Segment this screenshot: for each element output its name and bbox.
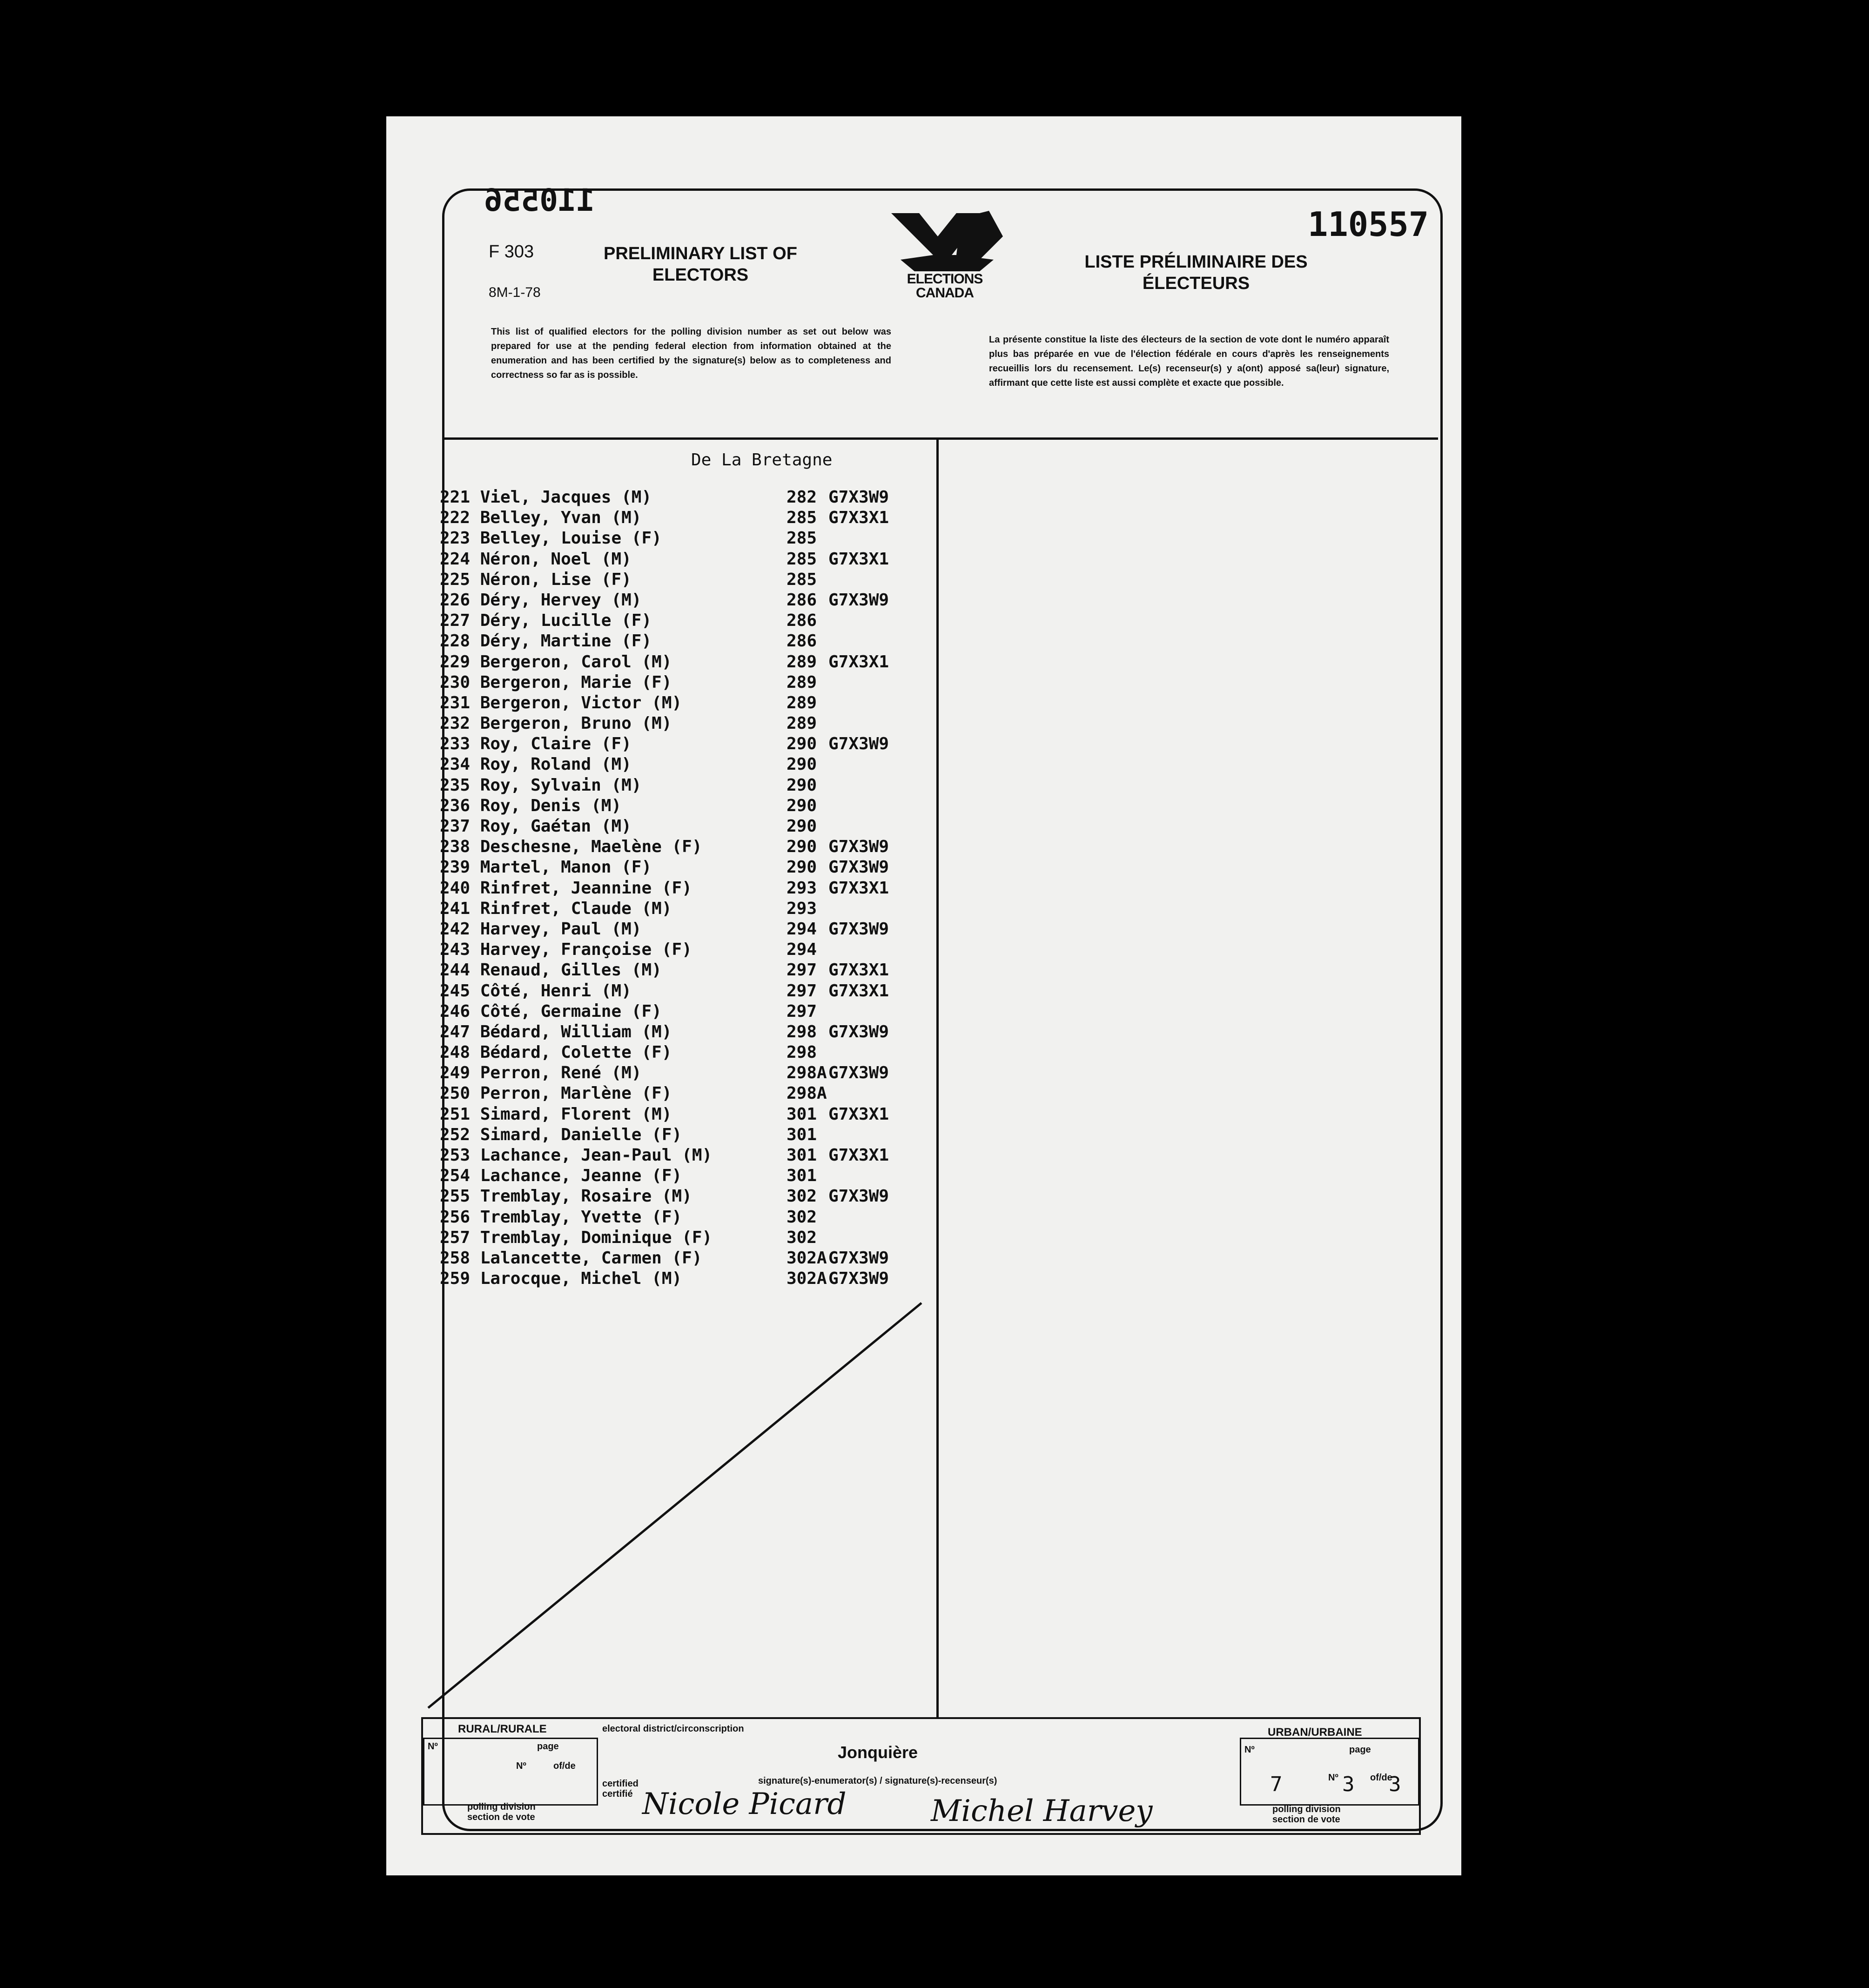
elector-postal-code: G7X3W9 — [828, 1269, 889, 1289]
form-revision: 8M-1-78 — [489, 285, 541, 300]
urban-page-label: page — [1349, 1745, 1371, 1755]
rural-box — [423, 1738, 598, 1806]
elector-name: 257 Tremblay, Dominique (F) — [440, 1228, 713, 1247]
page-number: 3 — [1342, 1773, 1355, 1796]
elector-name: 248 Bédard, Colette (F) — [440, 1043, 672, 1062]
elector-name: 250 Perron, Marlène (F) — [440, 1084, 672, 1103]
elector-name: 226 Déry, Hervey (M) — [440, 590, 642, 610]
elector-address: 282 — [787, 488, 817, 507]
urban-no-label: Nº — [1244, 1745, 1255, 1755]
elector-address: 298 — [787, 1022, 817, 1041]
elector-address: 297 — [787, 960, 817, 980]
elector-name: 240 Rinfret, Jeannine (F) — [440, 878, 692, 898]
elector-name: 258 Lalancette, Carmen (F) — [440, 1248, 702, 1268]
elector-name: 232 Bergeron, Bruno (M) — [440, 714, 672, 733]
elector-address: 301 — [787, 1104, 817, 1124]
elector-postal-code: G7X3X1 — [828, 981, 889, 1001]
page-of-number: 3 — [1389, 1773, 1401, 1796]
elector-postal-code: G7X3X1 — [828, 878, 889, 898]
rural-no-label: Nº — [428, 1741, 438, 1752]
elector-name: 223 Belley, Louise (F) — [440, 529, 662, 548]
elector-postal-code: G7X3W9 — [828, 858, 889, 877]
elector-address: 298 — [787, 1043, 817, 1062]
elector-address: 285 — [787, 508, 817, 528]
elector-address: 302A — [787, 1269, 827, 1289]
elector-postal-code: G7X3X1 — [828, 1104, 889, 1124]
rural-label: RURAL/RURALE — [458, 1723, 547, 1735]
title-english — [584, 243, 817, 286]
elector-name: 227 Déry, Lucille (F) — [440, 611, 652, 631]
signature-label: signature(s)-enumerator(s) / signature(s)-recenseur(s) — [758, 1776, 997, 1786]
elector-address: 290 — [787, 817, 817, 836]
elector-name: 225 Néron, Lise (F) — [440, 570, 632, 589]
elector-name: 256 Tremblay, Yvette (F) — [440, 1207, 682, 1227]
elector-address: 289 — [787, 693, 817, 712]
elector-name: 238 Deschesne, Maelène (F) — [440, 837, 702, 857]
title-fr-line1: LISTE PRÉLIMINAIRE DES — [1084, 252, 1308, 272]
elector-address: 290 — [787, 775, 817, 795]
polling-number: 7 — [1270, 1773, 1283, 1796]
elector-address: 286 — [787, 590, 817, 610]
elector-address: 289 — [787, 714, 817, 733]
elector-postal-code: G7X3X1 — [828, 652, 889, 672]
elector-address: 302A — [787, 1248, 827, 1268]
intro-french: La présente constitue la liste des électeurs de la section de vote dont le numéro apparaît plus bas préparée en vue de l'élection fédérale en cours d'après les renseignements recueillis lors du recensement. Le(s) recenseur(s) y a(ont) apposé sa(leur) signature, affirmant que cette liste est aussi complète et exacte que possible. — [989, 335, 1389, 388]
elector-address: 301 — [787, 1146, 817, 1165]
elector-name: 247 Bédard, William (M) — [440, 1022, 672, 1041]
elector-postal-code: G7X3W9 — [828, 1248, 889, 1268]
elector-postal-code: G7X3W9 — [828, 1063, 889, 1083]
urban-polling-en: polling division — [1272, 1804, 1341, 1814]
elector-name: 251 Simard, Florent (M) — [440, 1104, 672, 1124]
elector-address: 290 — [787, 858, 817, 877]
elector-address: 285 — [787, 549, 817, 569]
elector-name: 229 Bergeron, Carol (M) — [440, 652, 672, 672]
elector-name: 244 Renaud, Gilles (M) — [440, 960, 662, 980]
elector-address: 301 — [787, 1125, 817, 1144]
rural-page-no-label: Nº — [516, 1761, 526, 1771]
elector-address: 298A — [787, 1084, 827, 1103]
strike-diagonal — [419, 1298, 935, 1717]
elector-postal-code: G7X3W9 — [828, 488, 889, 507]
rural-page-label: page — [537, 1741, 559, 1752]
rural-polling-en: polling division — [467, 1802, 536, 1812]
elector-address: 286 — [787, 631, 817, 651]
logo-wordmark — [882, 272, 1008, 300]
logo-line1: ELECTIONS — [907, 271, 983, 287]
mirrored-number: 110556 — [484, 182, 595, 218]
elector-postal-code: G7X3X1 — [828, 549, 889, 569]
elector-name: 233 Roy, Claire (F) — [440, 734, 632, 754]
elector-address: 290 — [787, 796, 817, 815]
elector-name: 252 Simard, Danielle (F) — [440, 1125, 682, 1144]
elector-address: 294 — [787, 919, 817, 939]
district-label: electoral district/circonscription — [602, 1724, 744, 1734]
elector-name: 243 Harvey, Françoise (F) — [440, 940, 692, 960]
elector-name: 249 Perron, René (M) — [440, 1063, 642, 1083]
certified-en: certified — [602, 1779, 639, 1789]
elector-postal-code: G7X3X1 — [828, 960, 889, 980]
electoral-district: Jonquière — [838, 1743, 918, 1762]
signature-enumerator-2: Michel Harvey — [931, 1794, 1153, 1828]
certified-fr: certifié — [602, 1789, 633, 1799]
elector-name: 224 Néron, Noel (M) — [440, 549, 632, 569]
title-en-line1: PRELIMINARY LIST OF — [604, 244, 797, 263]
elector-name: 241 Rinfret, Claude (M) — [440, 899, 672, 918]
elector-postal-code: G7X3W9 — [828, 1022, 889, 1041]
logo-line2: CANADA — [916, 285, 974, 301]
urban-label: URBAN/URBAINE — [1268, 1726, 1362, 1739]
column-divider — [936, 440, 939, 1717]
elector-address: 302 — [787, 1228, 817, 1247]
elector-address: 285 — [787, 529, 817, 548]
elector-postal-code: G7X3X1 — [828, 508, 889, 528]
footer-box — [421, 1717, 1421, 1835]
elector-postal-code: G7X3W9 — [828, 919, 889, 939]
elector-address: 297 — [787, 981, 817, 1001]
elector-address: 289 — [787, 672, 817, 692]
elector-name: 230 Bergeron, Marie (F) — [440, 672, 672, 692]
elector-postal-code: G7X3W9 — [828, 590, 889, 610]
signature-enumerator-1: Nicole Picard — [642, 1787, 847, 1821]
elector-address: 285 — [787, 570, 817, 589]
elector-address: 286 — [787, 611, 817, 631]
elector-address: 290 — [787, 755, 817, 774]
elector-name: 253 Lachance, Jean-Paul (M) — [440, 1146, 713, 1165]
elector-name: 237 Roy, Gaétan (M) — [440, 817, 632, 836]
header-divider — [442, 437, 1438, 440]
elector-name: 259 Larocque, Michel (M) — [440, 1269, 682, 1289]
urban-of-label: of/de — [1370, 1773, 1392, 1783]
elector-address: 290 — [787, 734, 817, 754]
elector-postal-code: G7X3W9 — [828, 734, 889, 754]
rural-of-label: of/de — [553, 1761, 576, 1771]
urban-polling-fr: section de vote — [1272, 1814, 1340, 1825]
rural-polling-fr: section de vote — [467, 1812, 535, 1822]
intro-english: This list of qualified electors for the polling division number as set out below was prepared for use at the pending federal election from information obtained at the enumeration and has been certified by the signature(s) below as to completeness and correctness so far as is possible. — [491, 327, 891, 380]
title-en-line2: ELECTORS — [652, 265, 749, 285]
elector-postal-code: G7X3W9 — [828, 1187, 889, 1206]
elector-name: 254 Lachance, Jeanne (F) — [440, 1166, 682, 1186]
title-fr-line2: ÉLECTEURS — [1142, 274, 1250, 293]
elector-name: 255 Tremblay, Rosaire (M) — [440, 1187, 692, 1206]
elector-name: 236 Roy, Denis (M) — [440, 796, 622, 815]
elector-address: 302 — [787, 1187, 817, 1206]
elector-name: 235 Roy, Sylvain (M) — [440, 775, 642, 795]
elector-address: 301 — [787, 1166, 817, 1186]
elector-address: 290 — [787, 837, 817, 857]
elector-name: 245 Côté, Henri (M) — [440, 981, 632, 1001]
elector-name: 239 Martel, Manon (F) — [440, 858, 652, 877]
elector-name: 228 Déry, Martine (F) — [440, 631, 652, 651]
title-french — [1070, 251, 1322, 294]
elector-address: 293 — [787, 899, 817, 918]
elector-postal-code: G7X3X1 — [828, 1146, 889, 1165]
elector-name: 234 Roy, Roland (M) — [440, 755, 632, 774]
elector-address: 297 — [787, 1001, 817, 1021]
elector-address: 289 — [787, 652, 817, 672]
elector-name: 242 Harvey, Paul (M) — [440, 919, 642, 939]
elector-address: 293 — [787, 878, 817, 898]
elector-address: 302 — [787, 1207, 817, 1227]
elector-address: 298A — [787, 1063, 827, 1083]
elector-name: 231 Bergeron, Victor (M) — [440, 693, 682, 712]
elector-name: 246 Côté, Germaine (F) — [440, 1001, 662, 1021]
elector-name: 221 Viel, Jacques (M) — [440, 488, 652, 507]
form-code: F 303 — [489, 242, 534, 262]
elector-address: 294 — [787, 940, 817, 960]
elector-postal-code: G7X3W9 — [828, 837, 889, 857]
form-number: 110557 — [1308, 205, 1429, 244]
elector-name: 222 Belley, Yvan (M) — [440, 508, 642, 528]
street-name: De La Bretagne — [691, 450, 833, 470]
urban-page-no-label: Nº — [1328, 1773, 1338, 1783]
